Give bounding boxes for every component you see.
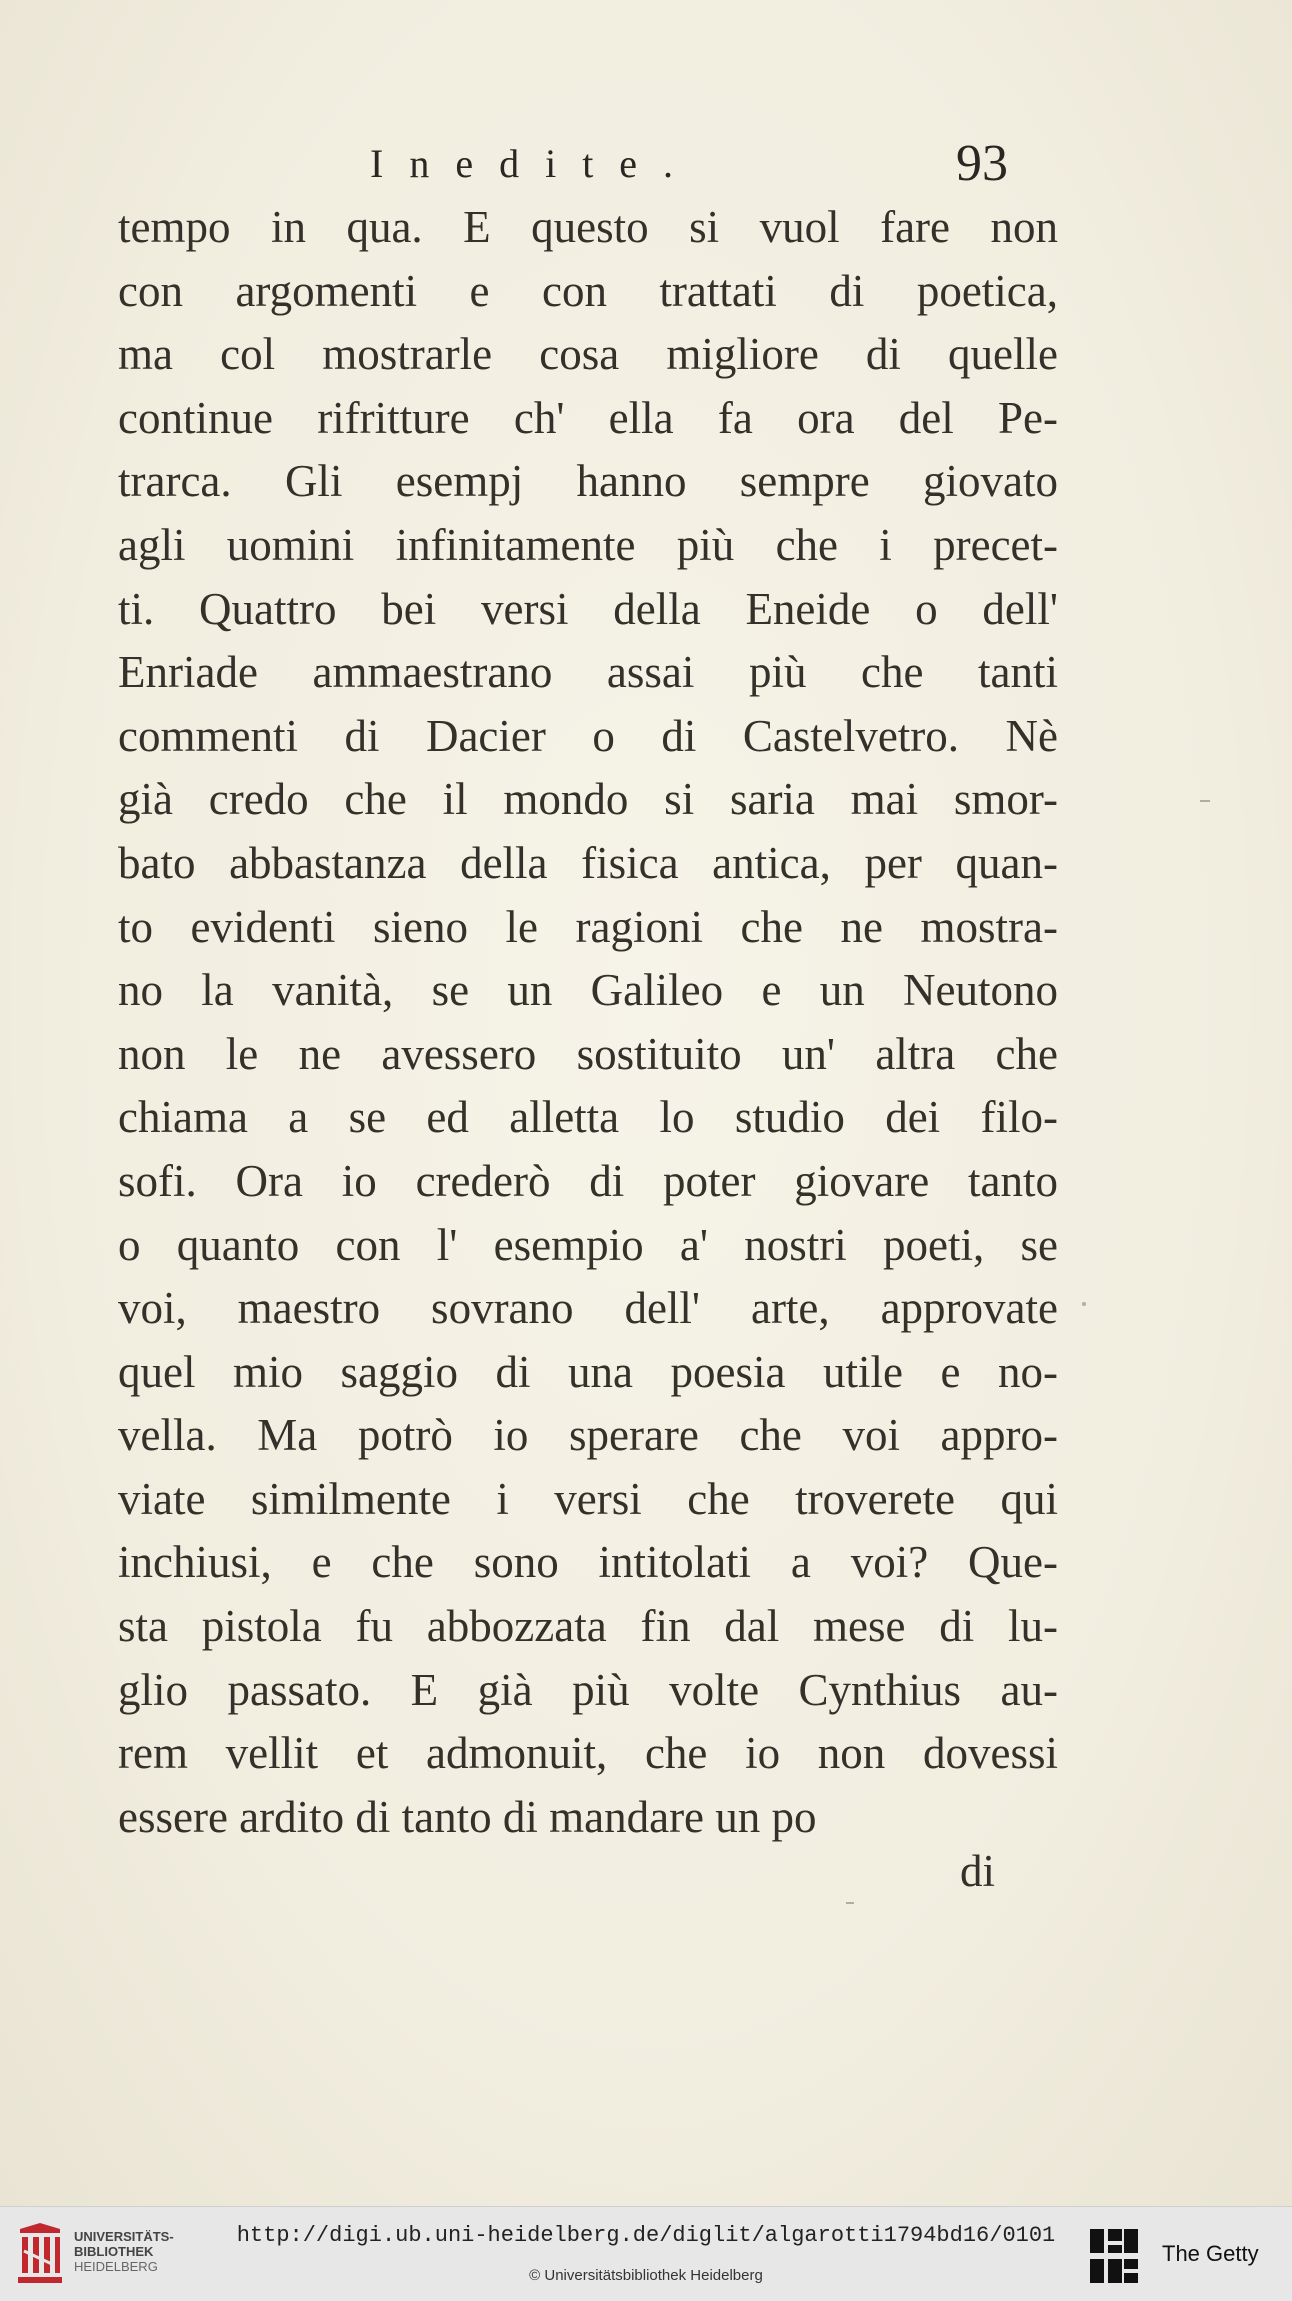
text-line: chiama a se ed alletta lo studio dei filo- [118,1092,1058,1143]
text-line: voi, maestro sovrano dell' arte, approvate [118,1283,1058,1334]
text-line: sta pistola fu abbozzata fin dal mese di lu- [118,1601,1058,1652]
text-line: già credo che il mondo si saria mai smor- [118,774,1058,825]
running-head [0,135,1292,200]
text-line: agli uomini infinitamente più che i precet- [118,519,1058,570]
text-line: glio passato. E già più volte Cynthius au- [118,1664,1058,1715]
copyright-notice: © Universitätsbibliothek Heidelberg [529,2267,763,2284]
text-line: continue rifritture ch' ella fa ora del Pe- [118,392,1058,443]
text-line: tempo in qua. E questo si vuol fare non [118,202,1058,252]
text-line: trarca. Gli esempj hanno sempre giovato [118,456,1058,507]
text-line: con argomenti e con trattati di poetica, [118,265,1058,316]
page-number: 93 [956,135,1008,192]
getty-logo-icon [1088,2227,1140,2285]
text-line: rem vellit et admonuit, che io non dovessi [118,1728,1058,1779]
text-line: viate similmente i versi che troverete qui [118,1473,1058,1524]
text-line: inchiusi, e che sono intitolati a voi? Que- [118,1537,1058,1588]
running-head-title: Inedite. [370,141,700,186]
institution-line: UNIVERSITÄTS- [74,2229,174,2244]
institution-line: BIBLIOTHEK [74,2244,154,2259]
paper-speck [846,1902,854,1904]
text-line: bato abbastanza della fisica antica, per quan- [118,837,1058,888]
permalink-url[interactable]: http://digi.ub.uni-heidelberg.de/diglit/algarotti1794bd16/0101 [236,2223,1056,2248]
text-line: non le ne avessero sostituito un' altra che [118,1028,1058,1079]
text-line: o quanto con l' esempio a' nostri poeti, se [118,1219,1058,1270]
text-line: to evidenti sieno le ragioni che ne mostra- [118,901,1058,952]
text-line: sofi. Ora io crederò di poter giovare tanto [118,1155,1058,1206]
text-line: commenti di Dacier o di Castelvetro. Nè [118,710,1058,761]
footer-bar [0,2206,1292,2301]
institution-line: HEIDELBERG [74,2259,158,2274]
paper-speck [1200,800,1210,802]
text-line: ma col mostrarle cosa migliore di quelle [118,329,1058,380]
text-line: essere ardito di tanto di mandare un po [118,1791,817,1842]
catchword: di [960,1846,996,1896]
text-line: ti. Quattro bei versi della Eneide o dell' [118,583,1058,634]
text-line: no la vanità, se un Galileo e un Neutono [118,965,1058,1016]
text-line: quel mio saggio di una poesia utile e no- [118,1346,1058,1397]
paper-speck [1082,1302,1086,1306]
text-line: vella. Ma potrò io sperare che voi appro- [118,1410,1058,1461]
text-line: Enriade ammaestrano assai più che tanti [118,647,1058,698]
partner-name: The Getty [1162,2241,1259,2266]
body-text [118,196,1058,1849]
